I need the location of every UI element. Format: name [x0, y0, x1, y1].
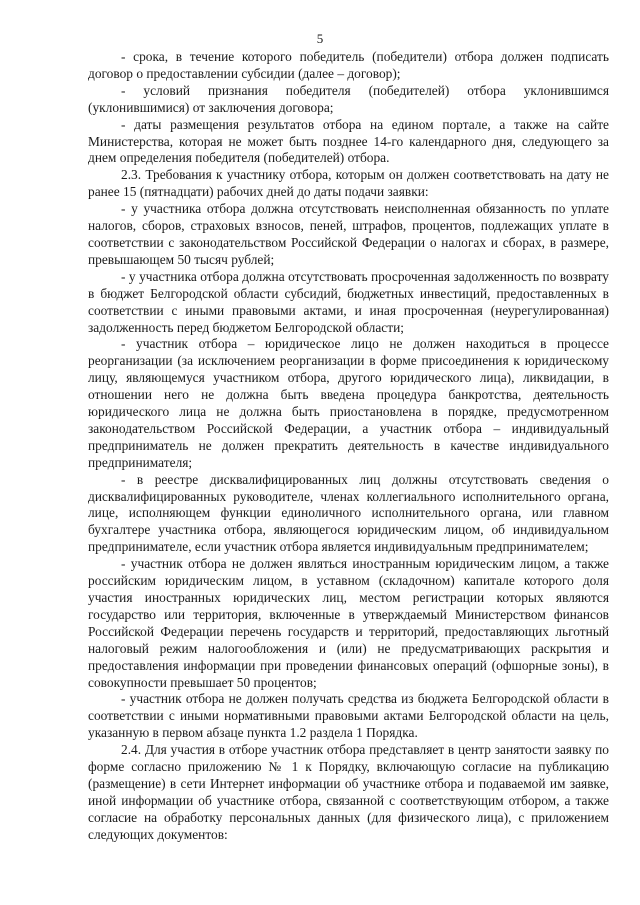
paragraph: - у участника отбора должна отсутствовать просроченная задолженность по возврату в бюджет Белгородской области субсидий, бюджетных инвестиций, предоставленных в соответствии с иными правовыми актами, и иная просроченная (неурегулированная) задолженность перед бюджетом Белгородской области; — [88, 268, 609, 335]
paragraph: 2.3. Требования к участнику отбора, которым он должен соответствовать на дату не ранее 15 (пятнадцати) рабочих дней до даты подачи заявки: — [88, 167, 609, 200]
document-body — [88, 49, 609, 844]
paragraph: 2.4. Для участия в отборе участник отбора представляет в центр занятости заявку по форме согласно приложению № 1 к Порядку, включающую согласие на публикацию (размещение) в сети Интернет информации об участнике отбора и подаваемой им заявке, иной информации об участнике отбора, связанной с соответствующим отбором, а также согласие на обработку персональных данных (для физического лица), с приложением следующих документов: — [88, 742, 609, 842]
paragraph: - участник отбора – юридическое лицо не должен находиться в процессе реорганизации (за исключением реорганизации в форме присоединения к юридическому лицу, являющемуся участником отбора, другого юридического лица), ликвидации, в отношении него не должна быть введена процедура банкротства, деятельность юридического лица не должна быть приостановлена в порядке, предусмотренном законодательством Российской Федерации, а участник отбора – индивидуальный предприниматель не должен прекратить деятельность в качестве индивидуального предпринимателя; — [88, 336, 609, 470]
paragraph: - срока, в течение которого победитель (победители) отбора должен подписать договор о предоставлении субсидии (далее – договор); — [88, 49, 609, 81]
paragraph: - даты размещения результатов отбора на едином портале, а также на сайте Министерства, которая не может быть позднее 14-го календарного дня, следующего за днем определения победителя (победителей) отбора. — [88, 116, 609, 166]
paragraph: - условий признания победителя (победителей) отбора уклонившимся (уклонившимися) от заключения договора; — [88, 82, 609, 115]
paragraph: - участник отбора не должен являться иностранным юридическим лицом, а также российским юридическим лицом, в уставном (складочном) капитале которого доля участия иностранных юридических лиц, местом регистрации которых являются государство или территория, включенные в утверждаемый Министерством финансов Российской Федерации перечень государств и территорий, предоставляющих льготный налоговый режим налогообложения и (или) не предусматривающих раскрытия и предоставления информации при проведении финансовых операций (офшорные зоны), в совокупности превышает 50 процентов; — [88, 556, 609, 690]
paragraph: - участник отбора не должен получать средства из бюджета Белгородской области в соответствии с иными нормативными правовыми актами Белгородской области на цель, указанную в первом абзаце пункта 1.2 раздела 1 Порядка. — [88, 691, 609, 741]
paragraph: - в реестре дисквалифицированных лиц должны отсутствовать сведения о дисквалифицированных руководителе, членах коллегиального исполнительного органа, лице, исполняющем функции единоличного исполнительного органа, или главном бухгалтере участника отбора, являющегося юридическим лицом, об индивидуальном предпринимателе, если участник отбора является индивидуальным предпринимателем; — [88, 471, 609, 555]
page-number: 5 — [316, 31, 324, 46]
paragraph: - у участника отбора должна отсутствовать неисполненная обязанность по уплате налогов, сборов, страховых взносов, пеней, штрафов, процентов, подлежащих уплате в соответствии с законодательством Российской Федерации о налогах и сборах, в размере, превышающем 50 тысяч рублей; — [88, 201, 609, 267]
